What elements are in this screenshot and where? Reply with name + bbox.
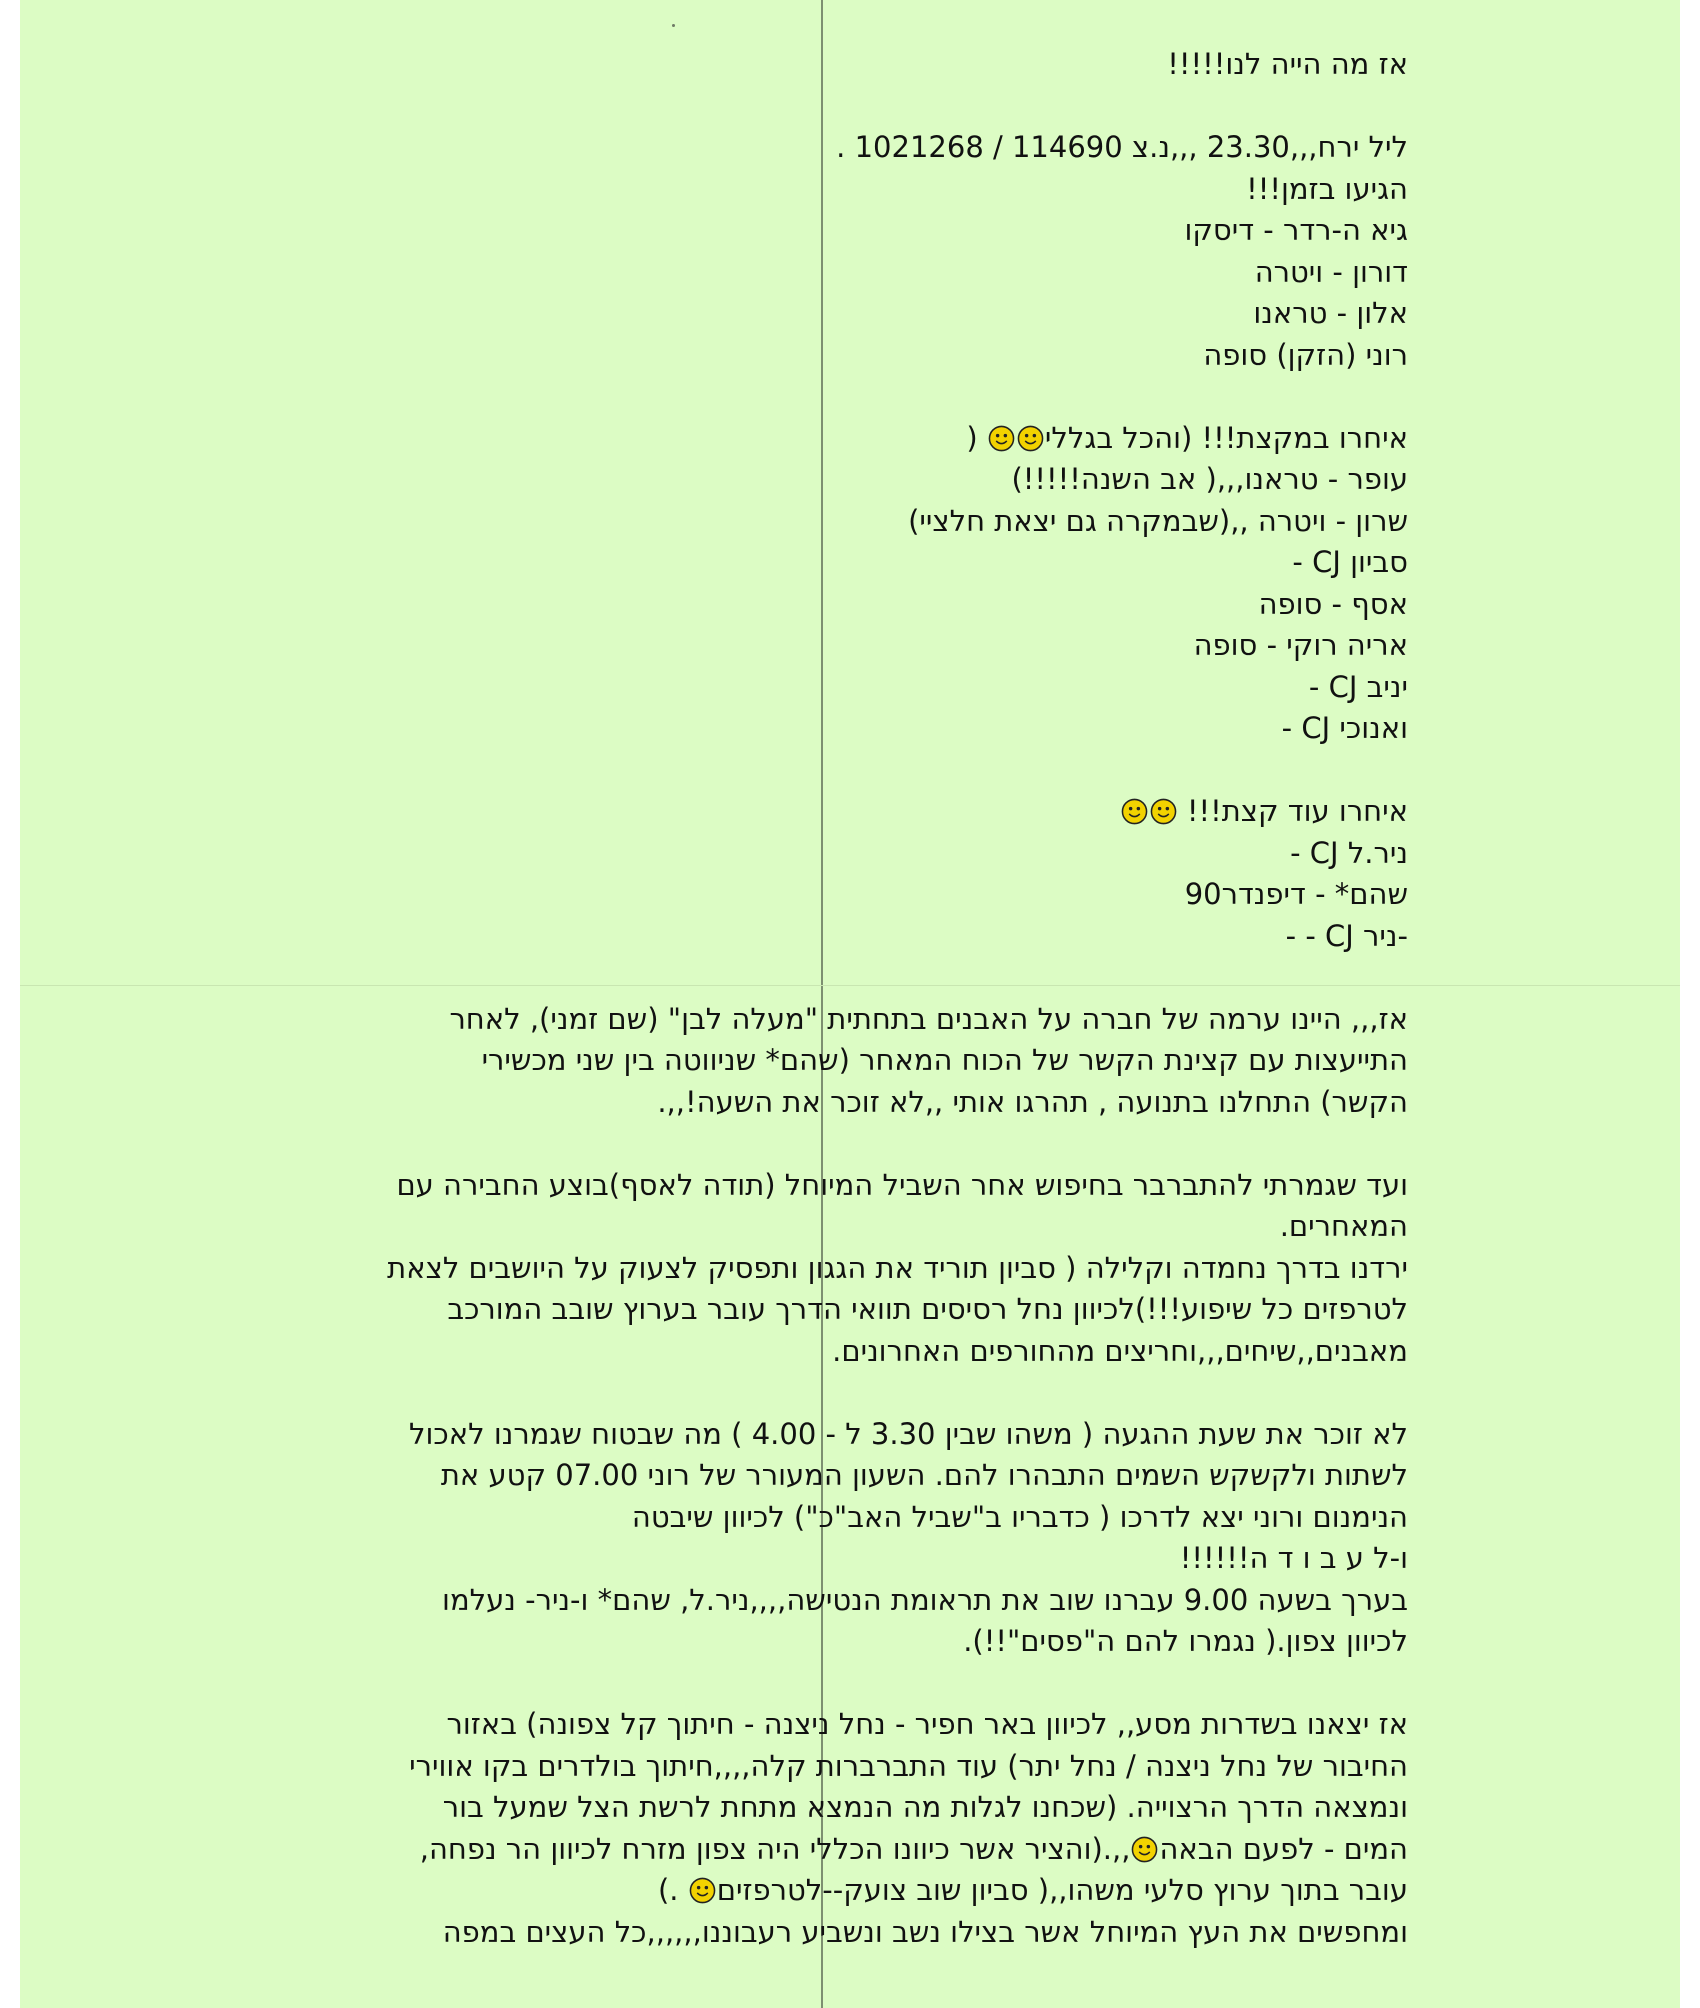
paragraph-line: בערך בשעה 9.00 עברנו שוב את תראומת הנטישה,,,,ניר.ל, שהם* ו-ניר- נעלמו xyxy=(442,1582,1408,1617)
late-list xyxy=(260,459,1408,750)
list-item: דורון - ויטרה xyxy=(1254,254,1408,289)
paragraph-line: החיבור של נחל ניצנה / נחל יתר) עוד התברברות קלה,,,,חיתוך בולדרים בקו אווירי xyxy=(409,1748,1408,1783)
list-item: שרון - ויטרה ,,(שבמקרה גם יצאת חלציי) xyxy=(908,503,1408,538)
blank-line xyxy=(260,376,1408,418)
late-heading-text: איחרו במקצת!!! (והכל בגללי xyxy=(1044,420,1408,455)
smiley-face-icon xyxy=(1131,1836,1158,1863)
document-text xyxy=(260,44,1408,1953)
late-heading xyxy=(260,418,1408,460)
smiley-face-icon xyxy=(1121,798,1148,825)
paragraph xyxy=(260,1414,1408,1663)
paragraph xyxy=(260,1704,1408,1953)
list-item: יניב CJ - xyxy=(1308,669,1408,704)
paragraph-line: אז,,, היינו ערמה של חברה על האבנים בתחתית "מעלה לבן" (שם זמני), לאחר xyxy=(449,1001,1408,1036)
blank-line xyxy=(260,1372,1408,1414)
later-heading xyxy=(260,791,1408,833)
paragraph xyxy=(260,1165,1408,1373)
night-coordinates: ליל ירח,,,23.30 ,,,נ.צ 114690 / 1021268 . xyxy=(836,130,1408,164)
list-item: ואנוכי CJ - xyxy=(1281,711,1408,745)
blank-line xyxy=(260,1663,1408,1705)
paragraph-line: ועד שגמרתי להתברבר בחיפוש אחר השביל המיוחל (תודה לאסף)בוצע החבירה עם xyxy=(396,1167,1408,1202)
smiley-face-icon xyxy=(988,425,1015,452)
paragraph-line-end: .) xyxy=(657,1873,688,1907)
list-item: גיא ה-רדר - דיסקו xyxy=(1184,213,1408,247)
paragraph-line: הנימנום ורוני יצא לדרכו ( כדבריו ב"שביל האב"כ") לכיוון שיבטה xyxy=(631,1499,1408,1534)
paragraph-line: הקשר) התחלנו בתנועה , תהרגו אותי ,,לא זוכר את השעה!,,. xyxy=(657,1084,1408,1119)
smiley-face-icon xyxy=(1150,798,1177,825)
paragraph-line-start: המים - לפעם הבאה xyxy=(1159,1831,1408,1866)
paragraph-line: לטרפזים כל שיפוע!!!)לכיוון נחל רסיסים תוואי הדרך עובר בערוץ שובב המורכב xyxy=(447,1292,1408,1326)
paragraph-line: אז יצאנו בשדרות מסע,, לכיוון באר חפיר - נחל ניצנה - חיתוך קל צפונה) באזור xyxy=(446,1707,1408,1741)
later-heading-text: איחרו עוד קצת!!! xyxy=(1177,794,1408,828)
paragraph-line: ונמצאה הדרך הרצוייה. (שכחנו לגלות מה הנמצא מתחת לרשת הצל שמעל בור xyxy=(442,1790,1408,1824)
paragraph-line xyxy=(260,1829,1408,1871)
paragraph-line-start: עובר בתוך ערוץ סלעי משהו,,( סביון שוב צועק--לטרפזים xyxy=(716,1873,1408,1907)
smiley-face-icon xyxy=(689,1877,716,1904)
list-item: רוני (הזקן) סופה xyxy=(1203,337,1408,372)
paragraph-line: המאחרים. xyxy=(1279,1209,1408,1243)
paragraph-line xyxy=(260,1870,1408,1912)
smiley-face-icon xyxy=(1017,425,1044,452)
paragraph-line-end: ,,.(והציר אשר כיוונו הכללי היה צפון מזרח לכיוון הר נפחה, xyxy=(419,1831,1131,1866)
paragraph-line: לשתות ולקשקש השמים התבהרו להם. השעון המעורר של רוני 07.00 קטע את xyxy=(440,1458,1408,1492)
on-time-list xyxy=(260,210,1408,376)
list-item: סביון CJ - xyxy=(1292,545,1408,579)
list-item: אלון - טראנו xyxy=(1253,296,1408,330)
paragraph-line: לא זוכר את שעת ההגעה ( משהו שבין 3.30 ל - 4.00 ) מה שבטוח שגמרנו לאכול xyxy=(409,1416,1408,1451)
list-item: אריה רוקי - סופה xyxy=(1193,628,1408,662)
blank-line xyxy=(260,86,1408,128)
late-heading-bracket: ( xyxy=(966,420,987,455)
paragraph-line: ו-ל ע ב ו ד ה!!!!!! xyxy=(1179,1541,1408,1575)
list-item: שהם* - דיפנדר90 xyxy=(1184,877,1408,911)
document-title: אז מה הייה לנו!!!!! xyxy=(1167,47,1408,81)
paragraph-line: התייעצות עם קצינת הקשר של הכוח המאחר (שהם* שניווטה בין שני מכשירי xyxy=(481,1043,1408,1077)
list-item: אסף - סופה xyxy=(1258,586,1408,621)
paper-speck xyxy=(672,24,675,27)
paragraph-line: מאבנים,,שיחים,,,וחריצים מהחורפים האחרונים. xyxy=(832,1333,1408,1368)
blank-line xyxy=(260,750,1408,792)
list-item: -ניר CJ - - xyxy=(1285,918,1408,953)
blank-line xyxy=(260,957,1408,999)
blank-line xyxy=(260,1123,1408,1165)
paragraph-line: ומחפשים את העץ המיוחל אשר בצילו נשב ונשביע רעבוננו,,,,,,כל העצים במפה xyxy=(442,1914,1408,1949)
on-time-heading: הגיעו בזמן!!! xyxy=(1246,171,1408,206)
paragraph-line: ירדנו בדרך נחמדה וקלילה ( סביון תוריד את הגגון ותפסיק לצעוק על היושבים לצאת xyxy=(387,1250,1408,1285)
paragraph-line: לכיוון צפון.( נגמרו להם ה"פסים"!!). xyxy=(963,1624,1408,1658)
list-item: ניר.ל CJ - xyxy=(1290,835,1408,870)
list-item: עופר - טראנו,,,( אב השנה!!!!!) xyxy=(1011,462,1408,496)
paragraph xyxy=(260,999,1408,1124)
later-list xyxy=(260,833,1408,958)
